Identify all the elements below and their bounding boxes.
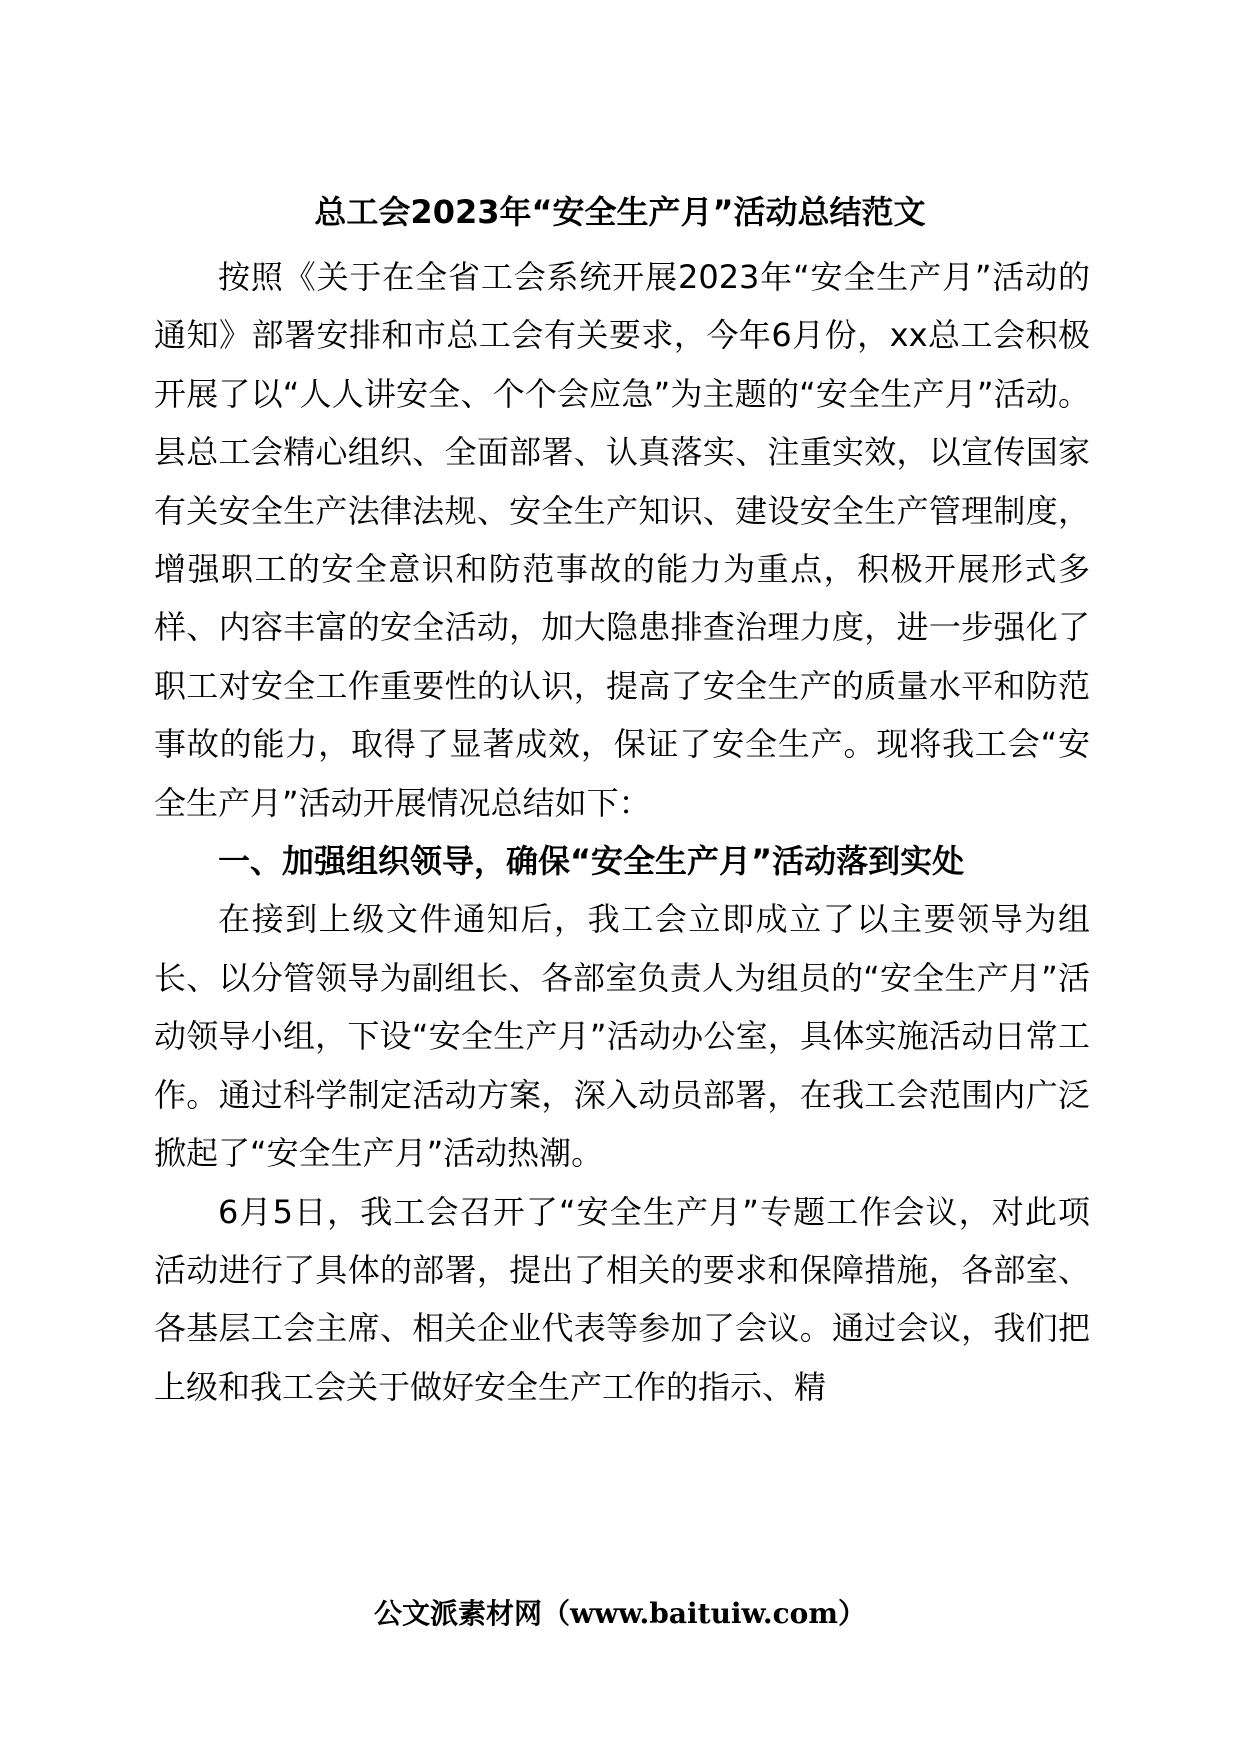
document-title: 总工会2023年“安全生产月”活动总结范文 xyxy=(314,193,926,231)
section-1-paragraph-1: 在接到上级文件通知后，我工会立即成立了以主要领导为组长、以分管领导为副组长、各部室负责人为组员的“安全生产月”活动领导小组，下设“安全生产月”活动办公室，具体实施活动日常工作。通过科学制定活动方案，深入动员部署，在我工会范围内广泛掀起了“安全生产月”活动热潮。 xyxy=(154,900,1090,1173)
footer-watermark: 公文派素材网（www.baituiw.com） xyxy=(374,1597,866,1630)
section-heading-1: 一、加强组织领导，确保“安全生产月”活动落到实处 xyxy=(218,842,965,881)
intro-paragraph: 按照《关于在全省工会系统开展2023年“安全生产月”活动的通知》部署安排和市总工会有关要求，今年6月份，xx总工会积极开展了以“人人讲安全、个个会应急”为主题的“安全生产月”活动。县总工会精心组织、全面部署、认真落实、注重实效，以宣传国家有关安全生产法律法规、安全生产知识、建设安全生产管理制度，增强职工的安全意识和防范事故的能力为重点，积极开展形式多样、内容丰富的安全活动，加大隐患排查治理力度，进一步强化了职工对安全工作重要性的认识，提高了安全生产的质量水平和防范事故的能力，取得了显著成效，保证了安全生产。现将我工会“安全生产月”活动开展情况总结如下： xyxy=(154,258,1090,822)
section-1-paragraph-2: 6月5日，我工会召开了“安全生产月”专题工作会议，对此项活动进行了具体的部署，提出了相关的要求和保障措施，各部室、各基层工会主席、相关企业代表等参加了会议。通过会议，我们把上级和我工会关于做好安全生产工作的指示、精 xyxy=(154,1192,1090,1406)
document-body xyxy=(154,248,1090,1416)
